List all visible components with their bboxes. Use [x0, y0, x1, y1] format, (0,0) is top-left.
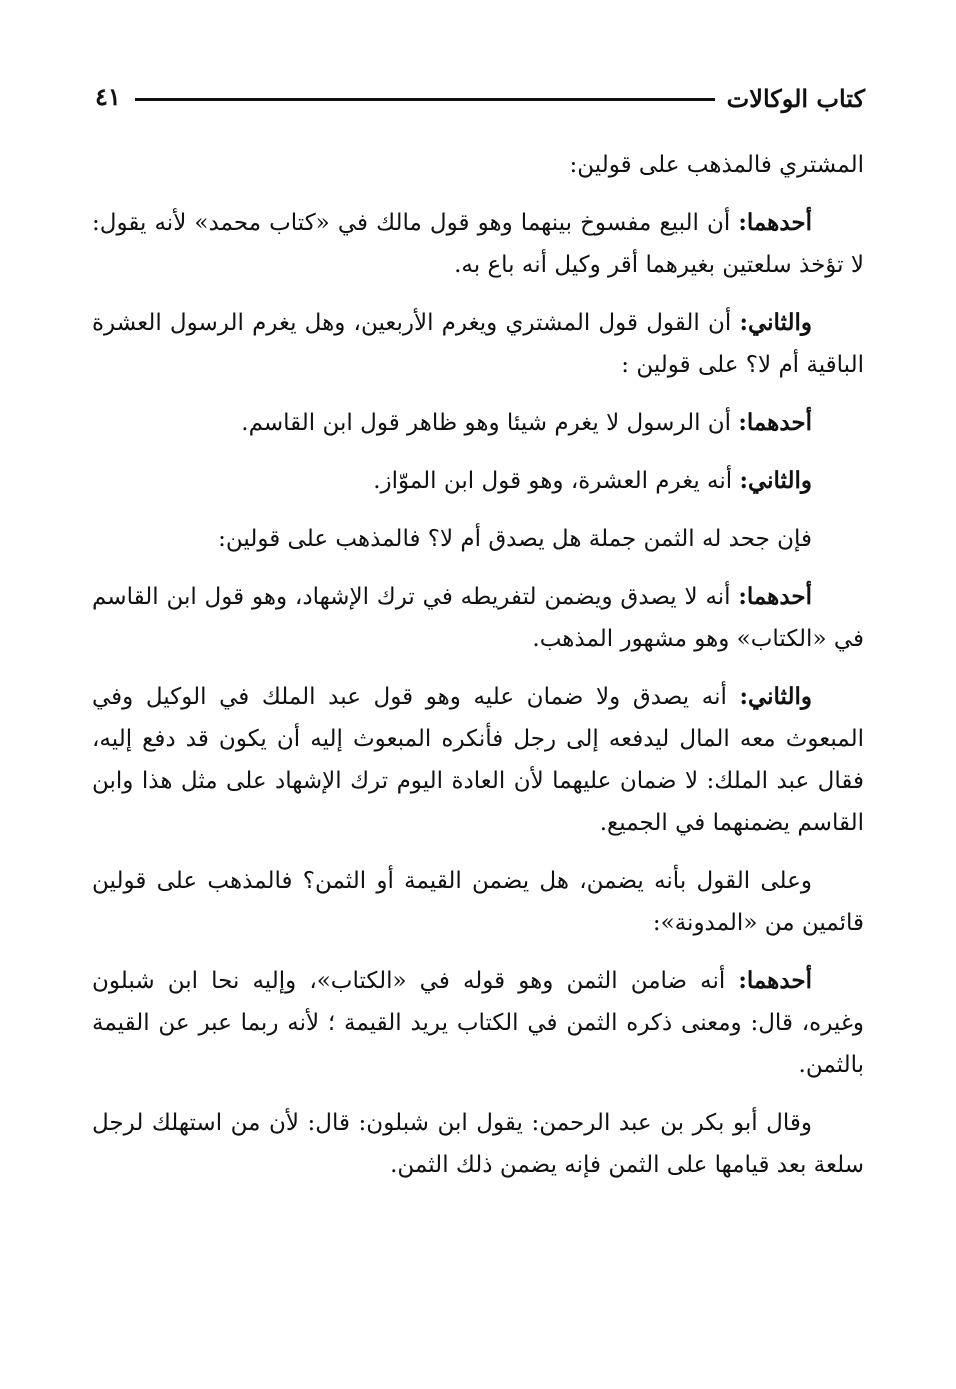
- paragraph: [92, 402, 864, 444]
- paragraph-lead: أحدهما:: [738, 409, 812, 436]
- chapter-title: كتاب الوكالات: [726, 84, 865, 113]
- paragraph: [92, 202, 864, 286]
- running-header: [95, 80, 865, 120]
- paragraph-text: أنه ضامن الثمن وهو قوله في «الكتاب»، وإليه نحا ابن شبلون وغيره، قال: ومعنى ذكره الثمن في الكتاب يريد القيمة ؛ لأنه ربما عبر عن القيمة بالثمن.: [92, 968, 864, 1078]
- paragraph-text: وقال أبو بكر بن عبد الرحمن: يقول ابن شبلون: قال: لأن من استهلك لرجل سلعة بعد قيامها على الثمن فإنه يضمن ذلك الثمن.: [92, 1110, 864, 1178]
- paragraph-text: أن الرسول لا يغرم شيئا وهو ظاهر قول ابن القاسم.: [241, 410, 739, 436]
- paragraph: [92, 960, 864, 1086]
- paragraph-text: وعلى القول بأنه يضمن، هل يضمن القيمة أو الثمن؟ فالمذهب على قولين قائمين من «المدونة»:: [92, 868, 864, 936]
- paragraph-text: أنه يغرم العشرة، وهو قول ابن الموّاز.: [373, 468, 740, 494]
- paragraph-lead: والثاني:: [739, 309, 812, 336]
- paragraph-lead: والثاني:: [739, 467, 812, 494]
- paragraph-text: أنه يصدق ولا ضمان عليه وهو قول عبد الملك في الوكيل وفي المبعوث معه المال ليدفعه إلى رجل فأنكره المبعوث إليه أن يكون قد دفع إليه، فقال عبد الملك: لا ضمان عليهما لأن العادة اليوم ترك الإشهاد على مثل هذا وابن القاسم يضمنهما في الجميع.: [92, 684, 864, 836]
- paragraph: [92, 676, 864, 844]
- paragraph: [92, 460, 864, 502]
- paragraph-lead: والثاني:: [739, 683, 812, 710]
- header-rule: [135, 98, 715, 101]
- paragraph: [92, 144, 864, 186]
- paragraph-text: فإن جحد له الثمن جملة هل يصدق أم لا؟ فالمذهب على قولين:: [218, 526, 812, 552]
- paragraph-lead: أحدهما:: [738, 583, 812, 610]
- paragraph: [92, 860, 864, 944]
- paragraph: [92, 576, 864, 660]
- paragraph-lead: أحدهما:: [738, 967, 812, 994]
- paragraph-lead: أحدهما:: [738, 209, 812, 236]
- paragraph-text: أنه لا يصدق ويضمن لتفريطه في ترك الإشهاد، وهو قول ابن القاسم في «الكتاب» وهو مشهور المذهب.: [92, 584, 864, 652]
- paragraph: [92, 518, 864, 560]
- paragraph: [92, 302, 864, 386]
- body-text: [92, 144, 864, 1202]
- paragraph-text: أن البيع مفسوخ بينهما وهو قول مالك في «كتاب محمد» لأنه يقول: لا تؤخذ سلعتين بغيرهما أقر وكيل أنه باع به.: [92, 210, 864, 278]
- paragraph: [92, 1102, 864, 1186]
- paragraph-text: أن القول قول المشتري ويغرم الأربعين، وهل يغرم الرسول العشرة الباقية أم لا؟ على قولين :: [92, 310, 864, 378]
- page-number: ٤١: [95, 82, 121, 111]
- paragraph-text: المشتري فالمذهب على قولين:: [569, 152, 864, 178]
